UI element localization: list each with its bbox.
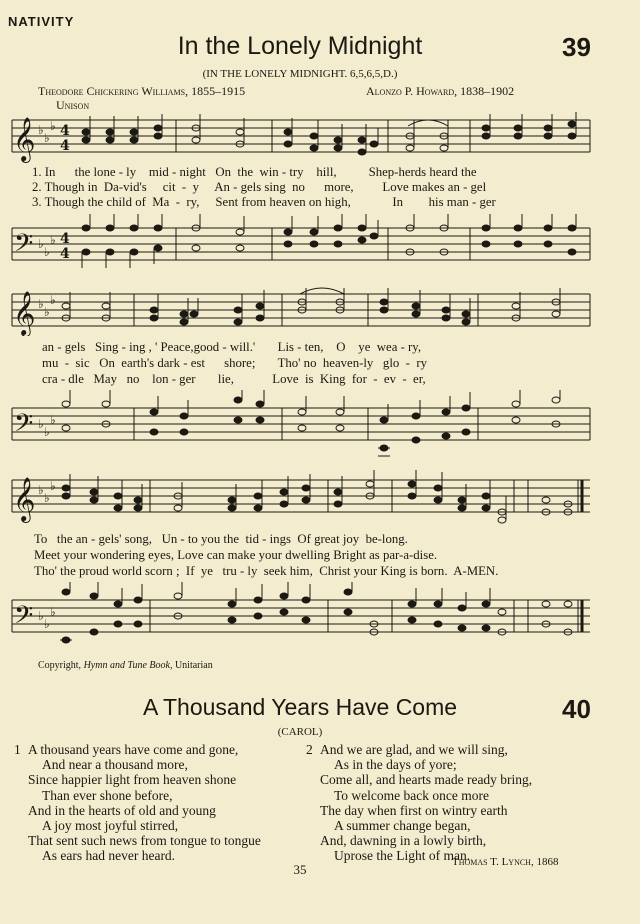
music-system-2-bass	[8, 390, 592, 464]
lyric-system-2-verse-1: an - gels Sing - ing , ' Peace,good - will.' Lis - ten, O ye wea - ry,	[42, 340, 422, 354]
svg-text:♭: ♭	[38, 483, 44, 497]
svg-text:♭: ♭	[44, 491, 50, 505]
svg-text:𝄞: 𝄞	[13, 477, 36, 521]
svg-text:♭: ♭	[50, 119, 56, 133]
svg-text:♭: ♭	[50, 233, 56, 247]
svg-text:♭: ♭	[44, 245, 50, 259]
hymn-40-title: A Thousand Years Have Come	[142, 694, 458, 720]
svg-text:♭: ♭	[50, 293, 56, 307]
svg-text:♭: ♭	[44, 425, 50, 439]
svg-text:4: 4	[60, 231, 70, 247]
svg-text:♭: ♭	[38, 123, 44, 137]
svg-text:𝄢: 𝄢	[14, 229, 34, 264]
svg-text:♭: ♭	[38, 297, 44, 311]
svg-text:𝄞: 𝄞	[13, 117, 36, 161]
music-system-2-treble	[8, 284, 592, 336]
svg-text:4: 4	[60, 246, 70, 262]
svg-text:♭: ♭	[44, 305, 50, 319]
svg-text:♭: ♭	[44, 617, 50, 631]
section-heading: NATIVITY	[8, 14, 75, 29]
copyright-notice: Copyright, Hymn and Tune Book, Unitarian	[38, 660, 213, 671]
svg-text:♭: ♭	[38, 609, 44, 623]
page-number: 35	[293, 862, 307, 877]
lyric-system-1-verse-3: 3. Though the child of Ma - ry, Sent from heaven on high, In his man - ger	[32, 195, 496, 209]
svg-text:♭: ♭	[38, 237, 44, 251]
hymn-40-number: 40	[562, 694, 591, 724]
stanza-2-number: 2	[306, 742, 313, 757]
hymn-39-number: 39	[562, 32, 591, 62]
svg-text:4: 4	[60, 138, 70, 154]
unison-marking: Unison	[56, 98, 90, 112]
svg-text:♭: ♭	[38, 417, 44, 431]
hymn-40-author: Thomas T. Lynch, 1868	[452, 856, 559, 868]
hymn-39-meter: (IN THE LONELY MIDNIGHT. 6,5,6,5,D.)	[202, 68, 398, 80]
svg-text:♭: ♭	[50, 605, 56, 619]
svg-text:♭: ♭	[50, 413, 56, 427]
hymn-39-author: Theodore Chickering Williams, 1855–1915	[38, 84, 246, 98]
lyric-system-1-verse-2: 2. Though in Da-vid's cit - y An - gels sing no more, Love makes an - gel	[32, 180, 487, 194]
svg-text:4: 4	[60, 123, 70, 139]
music-system-3-bass	[8, 582, 592, 654]
hymn-40-subtitle: (CAROL)	[277, 726, 323, 738]
svg-text:♭: ♭	[50, 479, 56, 493]
hymn-39-composer: Alonzo P. Howard, 1838–1902	[366, 84, 515, 98]
lyric-system-3-verse-3: Tho' the proud world scorn ; If ye tru - ly seek him, Christ your King is born. A-MEN.	[34, 564, 499, 578]
svg-text:𝄢: 𝄢	[14, 601, 34, 636]
svg-text:𝄢: 𝄢	[14, 409, 34, 444]
music-system-1-treble	[8, 112, 592, 164]
svg-text:♭: ♭	[44, 131, 50, 145]
lyric-system-3-verse-1: To the an - gels' song, Un - to you the tid - ings Of great joy be-long.	[34, 532, 408, 546]
lyric-system-3-verse-2: Meet your wondering eyes, Love can make your dwelling Bright as par-a-dise.	[34, 548, 438, 562]
svg-text:𝄞: 𝄞	[13, 291, 36, 335]
music-system-1-bass	[8, 214, 592, 276]
lyric-system-2-verse-2: mu - sic On earth's dark - est shore; Tho' no heaven-ly glo - ry	[42, 356, 427, 370]
stanza-2: And we are glad, and we will sing, As in the days of yore; Come all, and hearts made ready bring, To welcome back once more The day when first on wintry earth A summer change began, And, dawning in a lowly birth, Uprose the Light of man.	[320, 742, 533, 864]
music-system-3-treble	[8, 470, 592, 530]
lyric-system-1-verse-1: 1. In the lone - ly mid - night On the win - try hill, Shep-herds heard the	[32, 165, 477, 179]
hymn-39-title: In the Lonely Midnight	[177, 32, 423, 60]
lyric-system-2-verse-3: cra - dle May no lon - ger lie, Love is King for - ev - er,	[42, 372, 426, 386]
stanza-1-number: 1	[14, 742, 21, 757]
stanza-1: A thousand years have come and gone, And near a thousand more, Since happier light from heaven shone Than ever shone before, And in the hearts of old and young A joy most joyful stirred, That sent such news from tongue to tongue As ears had never heard.	[28, 742, 261, 864]
